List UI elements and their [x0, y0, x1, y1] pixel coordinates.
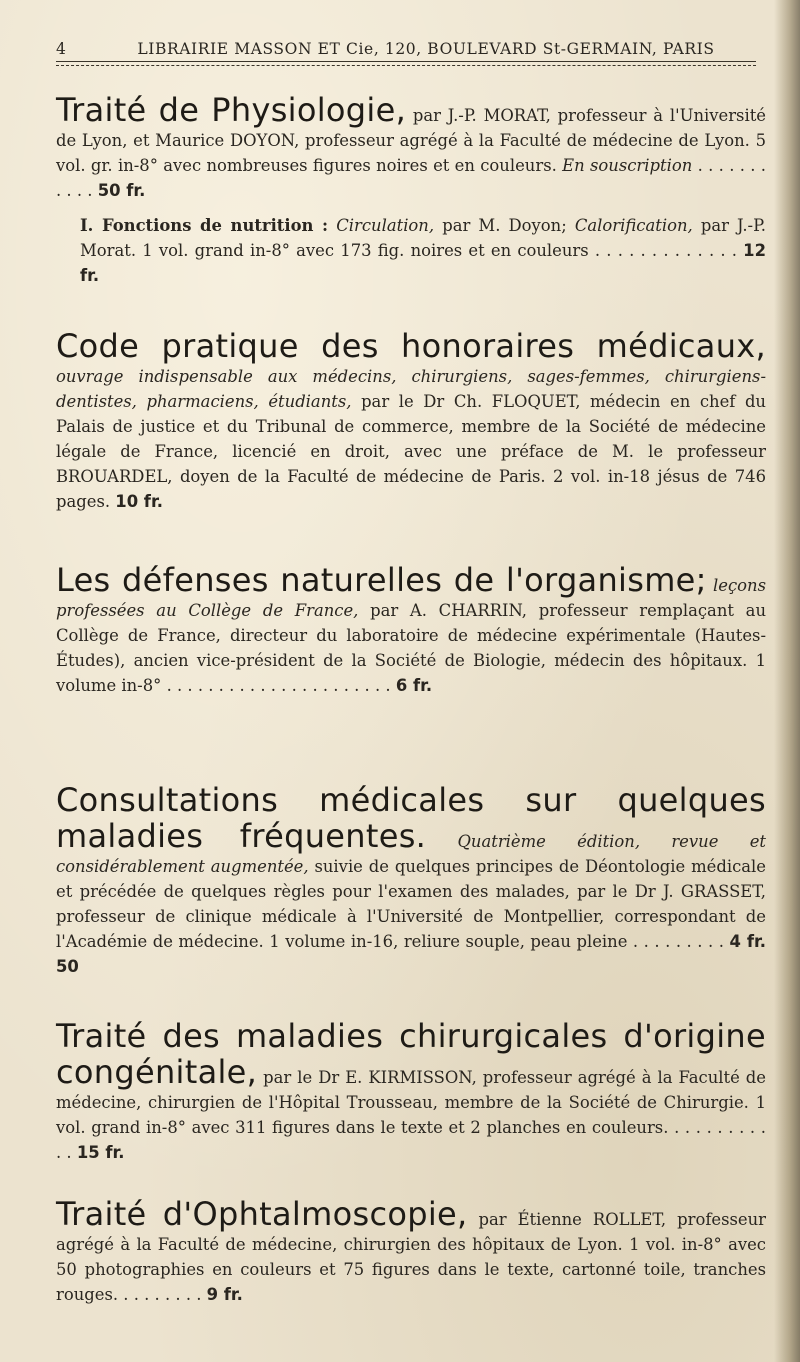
entry-price: 15 fr. [76, 1143, 125, 1162]
sub-entry [56, 213, 766, 288]
entry-code-honoraires [56, 328, 766, 514]
entry-price: 9 fr. [206, 1285, 243, 1304]
entry-physiologie [56, 92, 766, 288]
entry-ophtalmoscopie [56, 1196, 766, 1307]
entry-body: par J.-P. MORAT, professeur à l'Université de Lyon, et Maurice DOYON, professeur agrégé à la Faculté de médecine de Lyon. 5 vol. gr. in-8° avec nombreuses figures noires et en couleurs. [56, 106, 766, 175]
entry-maladies-chirurgicales [56, 1018, 766, 1165]
entry-body: par Étienne ROLLET, professeur agrégé à la Faculté de médecine, chirurgien des hôpitaux de Lyon. 1 vol. in-8° avec 50 photographies en couleurs et 75 figures dans le texte, cartonné toile, tranches rouges. [56, 1210, 766, 1304]
sub-entry-text-1: par M. Doyon; [442, 216, 567, 235]
leader-dots: . . . . . . . . . . . [56, 156, 767, 200]
publisher-line: LIBRAIRIE MASSON ET Cie, 120, BOULEVARD St-GERMAIN, PARIS [137, 40, 715, 58]
entry-body: par le Dr E. KIRMISSON, professeur agrégé à la Faculté de médecine, chirurgien de l'Hôpital Trousseau, membre de la Société de Chirurgie. 1 vol. grand in-8° avec 311 figures dans le texte et 2 planches en couleurs. [56, 1068, 766, 1137]
entry-defenses-naturelles [56, 562, 766, 698]
sub-entry-label: I. Fonctions de nutrition : [80, 216, 329, 235]
running-header [56, 40, 756, 62]
entry-title: Code pratique des honoraires médicaux, [56, 327, 766, 365]
entry-title: Traité de Physiologie, [56, 91, 407, 129]
entry-price: 50 fr. [97, 181, 146, 200]
entry-italic: Quatrième édition, revue et considérablement augmentée, [56, 832, 766, 876]
entry-italic: En souscription [562, 156, 693, 175]
leader-dots: . . . . . . . . . . . [56, 1118, 766, 1162]
leader-dots: . . . . . . . . . [632, 932, 724, 951]
entry-title: Traité des maladies chirurgicales d'origine congénitale, [56, 1017, 766, 1091]
sub-entry-text-2: par J.-P. Morat. 1 vol. grand in-8° avec 173 fig. noires et en couleurs [80, 216, 767, 260]
entry-consultations [56, 782, 766, 979]
leader-dots: . . . . . . . . . . . . . . . . . . . . . . [166, 676, 391, 695]
entry-title: Traité d'Ophtalmoscopie, [56, 1195, 468, 1233]
entry-italic: leçons professées au Collège de France, [56, 576, 766, 620]
page-edge-shadow [774, 0, 800, 1362]
page-number: 4 [56, 40, 67, 58]
sub-entry-italic-2: Calorification, [574, 216, 693, 235]
leader-dots: . . . . . . . . . . . . . [594, 241, 737, 260]
sub-entry-price: 12 fr. [80, 241, 766, 285]
entry-price: 10 fr. [115, 492, 163, 511]
leader-dots: . . . . . . . . [123, 1285, 202, 1304]
entry-italic: ouvrage indispensable aux médecins, chirurgiens, sages-femmes, chirurgiens-dentistes, pharmaciens, étudiants, [56, 367, 766, 411]
entry-price: 6 fr. [395, 676, 433, 695]
entry-price: 4 fr. 50 [56, 932, 766, 976]
entry-body: suivie de quelques principes de Déontologie médicale et précédée de quelques règles pour l'examen des malades, par le Dr J. GRASSET, professeur de clinique médicale à l'Université de Montpellier, correspondant de l'Académie de médecine. 1 volume in-16, reliure souple, peau pleine [56, 857, 766, 951]
entry-body: par le Dr Ch. FLOQUET, médecin en chef du Palais de justice et du Tribunal de commerce, membre de la Société de médecine légale de France, licencié en droit, avec une préface de M. le professeur BROUARDEL, doyen de la Faculté de médecine de Paris. 2 vol. in-18 jésus de 746 pages. [56, 392, 766, 511]
entry-title: Les défenses naturelles de l'organisme; [56, 561, 707, 599]
entry-title: Consultations médicales sur quelques maladies fréquentes. [56, 781, 766, 855]
header-rule-ornament [56, 65, 756, 66]
entry-body: par A. CHARRIN, professeur remplaçant au Collège de France, directeur du laboratoire de médecine expérimentale (Hautes-Études), ancien vice-président de la Société de Biologie, médecin des hôpitaux. 1 volume in-8° [56, 601, 766, 695]
sub-entry-italic-1: Circulation, [336, 216, 435, 235]
